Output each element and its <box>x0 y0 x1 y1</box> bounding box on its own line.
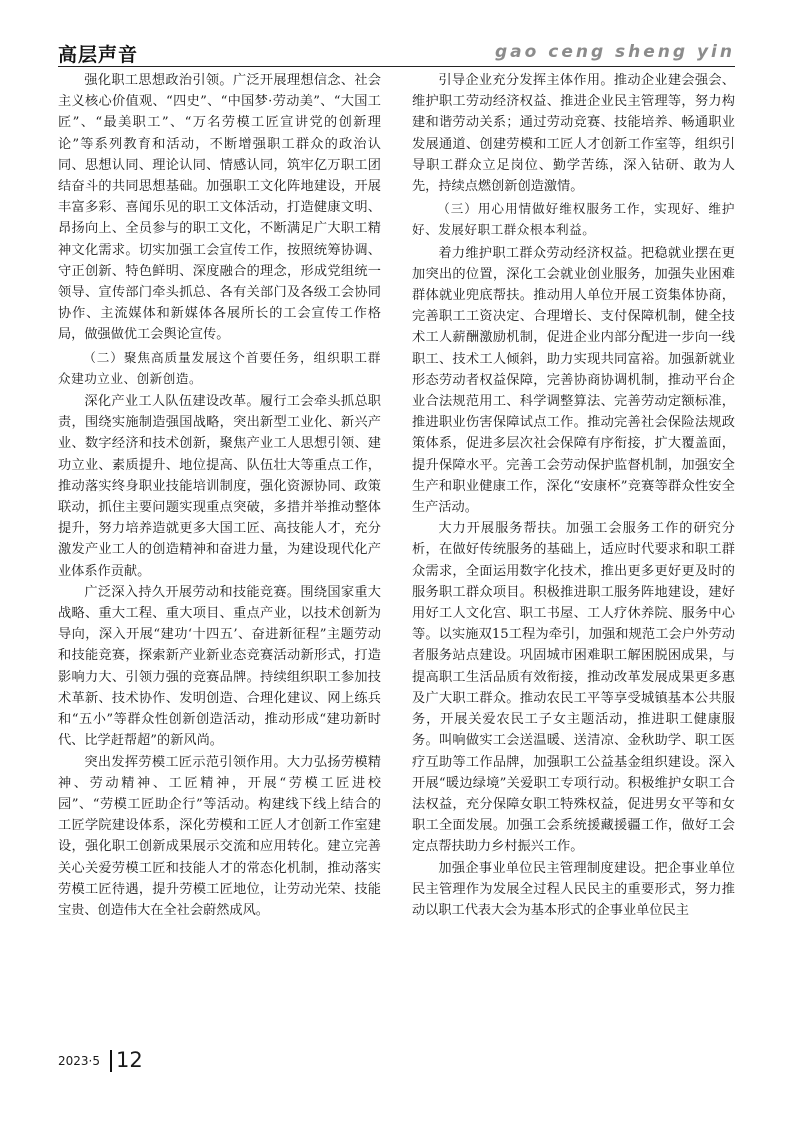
page-number: 12 <box>116 1048 143 1072</box>
column-title-pinyin: gao ceng sheng yin <box>495 42 735 62</box>
footer-divider <box>110 1050 112 1072</box>
right-column <box>412 70 735 921</box>
paragraph: 引导企业充分发挥主体作用。推动企业建会强会、维护职工劳动经济权益、推进企业民主管理等，努力构建和谐劳动关系；通过劳动竞赛、技能培养、畅通职业发展通道、创建劳模和工匠人才创新工作室等，组织引导职工群众立足岗位、勤学苦练，深入钻研、敢为人先，持续点燃创新创造激情。 <box>412 73 735 195</box>
section-subheading: （三）用心用情做好维权服务工作，实现好、维护好、发展好职工群众根本利益。 <box>412 201 735 238</box>
paragraph: 深化产业工人队伍建设改革。履行工会牵头抓总职责，围绕实施制造强国战略，突出新型工业化、新兴产业、数字经济和技术创新，聚焦产业工人思想引领、建功立业、素质提升、地位提高、队伍壮大等重点工作，推动落实终身职业技能培训制度，强化资源协同、政策联动，抓住主要问题实现重点突破，多措并举推动整体提升，努力培养造就更多大国工匠、高技能人才，充分激发产业工人的创造精神和奋进力量，为建设现代化产业体系作贡献。 <box>58 394 381 579</box>
paragraph: 大力开展服务帮扶。加强工会服务工作的研究分析，在做好传统服务的基础上，适应时代要求和职工群众需求，全面运用数字化技术，推出更多更好更及时的服务职工群众项目。积极推进职工服务阵地建设，建好用好工人文化宫、职工书屋、工人疗休养院、服务中心等。以实施双15工程为牵引，加强和规范工会户外劳动者服务站点建设。巩固城市困难职工解困脱困成果，与提高职工生活品质有效衔接，推动改革发展成果更多惠及广大职工群众。推动农民工平等享受城镇基本公共服务，开展关爱农民工子女主题活动，推进职工健康服务。叫响做实工会送温暖、送清凉、金秋助学、职工医疗互助等工作品牌，加强职工公益基金组织建设。深入开展“暖边绿境”关爱职工专项行动。积极维护女职工合法权益，充分保障女职工特殊权益，促进男女平等和女职工全面发展。加强工会系统援藏援疆工作，做好工会定点帮扶助力乡村振兴工作。 <box>412 521 735 855</box>
left-column <box>58 70 381 921</box>
page-header <box>58 40 735 66</box>
issue-label: 2023·5 <box>58 1054 100 1068</box>
paragraph: 广泛深入持久开展劳动和技能竞赛。围绕国家重大战略、重大工程、重大项目、重点产业，以技术创新为导向，深入开展“建功‘十四五’、奋进新征程”主题劳动和技能竞赛，探索新产业新业态竞赛活动新形式，打造影响力大、引领力强的竞赛品牌。持续组织职工参加技术革新、技术协作、发明创造、合理化建议、网上练兵和“五小”等群众性创新创造活动，推动形成“建功新时代、比学赶帮超”的新风尚。 <box>58 584 381 749</box>
paragraph: 强化职工思想政治引领。广泛开展理想信念、社会主义核心价值观、“四史”、“中国梦·劳动美”、“大国工匠”、“最美职工”、“万名劳模工匠宣讲党的创新理论”等系列教育和活动，不断增强职工群众的政治认同、思想认同、理论认同、情感认同，筑牢亿万职工团结奋斗的共同思想基础。加强职工文化阵地建设，开展丰富多彩、喜闻乐见的职工文体活动，打造健康文明、昂扬向上、全员参与的职工文化，不断满足广大职工精神文化需求。切实加强工会宣传工作，按照统筹协调、守正创新、特色鲜明、深度融合的理念，形成党组统一领导、宣传部门牵头抓总、各有关部门及各级工会协同协作、主流媒体和新媒体各展所长的工会宣传工作格局，做强做优工会舆论宣传。 <box>58 73 381 343</box>
column-title: 高层声音 <box>58 44 139 66</box>
section-subheading: （二）聚焦高质量发展这个首要任务，组织职工群众建功立业、创新创造。 <box>58 349 381 386</box>
paragraph: 加强企事业单位民主管理制度建设。把企事业单位民主管理作为发展全过程人民民主的重要形式，努力推动以职工代表大会为基本形式的企事业单位民主 <box>412 860 735 918</box>
paragraph: 突出发挥劳模工匠示范引领作用。大力弘扬劳模精神、劳动精神、工匠精神，开展“劳模工匠进校园”、“劳模工匠助企行”等活动。构建线下线上结合的工匠学院建设体系，深化劳模和工匠人才创新工作室建设，强化职工创新成果展示交流和应用转化。建立完善关心关爱劳模工匠和技能人才的常态化机制，推动落实劳模工匠待遇，提升劳模工匠地位，让劳动光荣、技能宝贵、创造伟大在全社会蔚然成风。 <box>58 754 381 918</box>
header-divider <box>58 66 735 67</box>
paragraph: 着力维护职工群众劳动经济权益。把稳就业摆在更加突出的位置，深化工会就业创业服务，加强失业困难群体就业兜底帮扶。推动用人单位开展工资集体协商，完善职工工资决定、合理增长、支付保障机制，健全技术工人薪酬激励机制，促进企业内部分配进一步向一线职工、技术工人倾斜，助力实现共同富裕。加强新就业形态劳动者权益保障，完善协商协调机制，推动平台企业合法规范用工、科学调整算法、完善劳动定额标准，推进职业伤害保障试点工作。推动完善社会保险法规政策体系，促进多层次社会保障有序衔接，扩大覆盖面，提升保障水平。完善工会劳动保护监督机制，加强安全生产和职业健康工作，深化“安康杯”竞赛等群众性安全生产活动。 <box>412 245 735 516</box>
